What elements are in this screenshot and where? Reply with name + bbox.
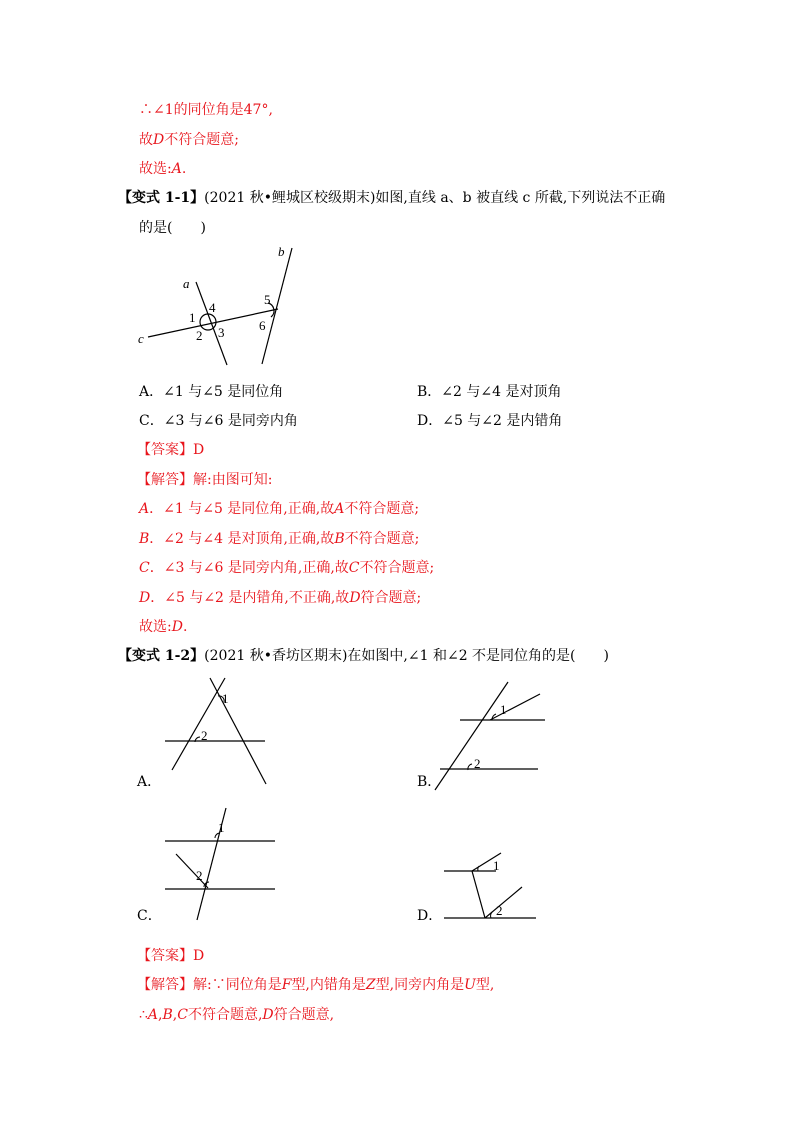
q1-solution-a: A．∠1 与∠5 是同位角,正确,故A不符合题意; <box>139 501 420 517</box>
top-line-3: 故选:A. <box>139 161 187 177</box>
q1-angle-5: 5 <box>264 292 271 307</box>
q1-option-a: A．∠1 与∠5 是同位角 <box>139 384 284 400</box>
q2-solution-line-1: 【解答】解:∵同位角是F型,内错角是Z型,同旁内角是U型, <box>137 977 495 993</box>
q1-tag: 【变式 1-1】 <box>118 190 205 206</box>
q1-option-c: C．∠3 与∠6 是同旁内角 <box>139 413 298 429</box>
q1-answer <box>137 440 204 460</box>
q1-angle-2: 2 <box>196 328 203 343</box>
q1-solution-head: 【解答】解:由图可知: <box>137 472 273 488</box>
q2a-angle-2: 2 <box>201 728 208 743</box>
q1-angle-1: 1 <box>189 310 196 325</box>
q1-figure <box>130 240 310 350</box>
q1-answer-value: D <box>193 442 205 458</box>
q2a-angle-1: 1 <box>222 691 229 706</box>
q2b-angle-1: 1 <box>500 702 507 717</box>
q1-option-d: D．∠5 与∠2 是内错角 <box>417 413 563 429</box>
q1-option-b: B．∠2 与∠4 是对顶角 <box>417 384 562 400</box>
q2-figure-d <box>438 852 548 932</box>
q1-stem: 【变式 1-1】(2021 秋•鲤城区校级期末)如图,直线 a、b 被直线 c 所截,下列说法不正确 <box>118 190 666 206</box>
q1-solution-c: C．∠3 与∠6 是同旁内角,正确,故C不符合题意; <box>139 560 435 576</box>
q2-solution-line-2: ∴A,B,C不符合题意,D符合题意, <box>139 1007 335 1023</box>
q2-figure-a <box>160 678 280 788</box>
q1-label-c: c <box>138 331 144 346</box>
q2-option-b: B． <box>417 774 442 790</box>
q1-choose: 故选:D. <box>139 619 188 635</box>
q2-answer-value: D <box>193 948 205 964</box>
q2b-angle-2: 2 <box>474 756 481 771</box>
q1-solution-d: D．∠5 与∠2 是内错角,不正确,故D符合题意; <box>139 590 422 606</box>
q1-solution-b: B．∠2 与∠4 是对顶角,正确,故B不符合题意; <box>139 531 420 547</box>
q2-tag: 【变式 1-2】 <box>118 648 205 664</box>
q1-answer-tag: 【答案】 <box>137 442 193 458</box>
q1-label-b: b <box>278 244 285 259</box>
q2-stem: 【变式 1-2】(2021 秋•香坊区期末)在如图中,∠1 和∠2 不是同位角的是( ) <box>118 648 609 664</box>
q1-label-a: a <box>183 276 190 291</box>
q1-angle-3: 3 <box>218 325 225 340</box>
top-line-2: 故D不符合题意; <box>139 132 239 148</box>
q1-angle-6: 6 <box>259 318 266 333</box>
q1-stem-2: 的是( ) <box>139 220 206 236</box>
q2c-angle-1: 1 <box>218 820 225 835</box>
q1-angle-4: 4 <box>209 300 216 315</box>
q2-figure-b <box>430 682 540 792</box>
q2-option-a: A． <box>137 774 162 790</box>
q2-answer <box>137 946 204 966</box>
q2-option-d: D． <box>417 908 443 924</box>
q2d-angle-2: 2 <box>496 903 503 918</box>
top-line-1: ∴∠1的同位角是47°, <box>139 102 273 118</box>
q2-option-c: C． <box>137 908 162 924</box>
q2-answer-tag: 【答案】 <box>137 948 193 964</box>
q2c-angle-2: 2 <box>196 868 203 883</box>
q2d-angle-1: 1 <box>493 858 500 873</box>
q2-figure-c <box>160 808 280 923</box>
